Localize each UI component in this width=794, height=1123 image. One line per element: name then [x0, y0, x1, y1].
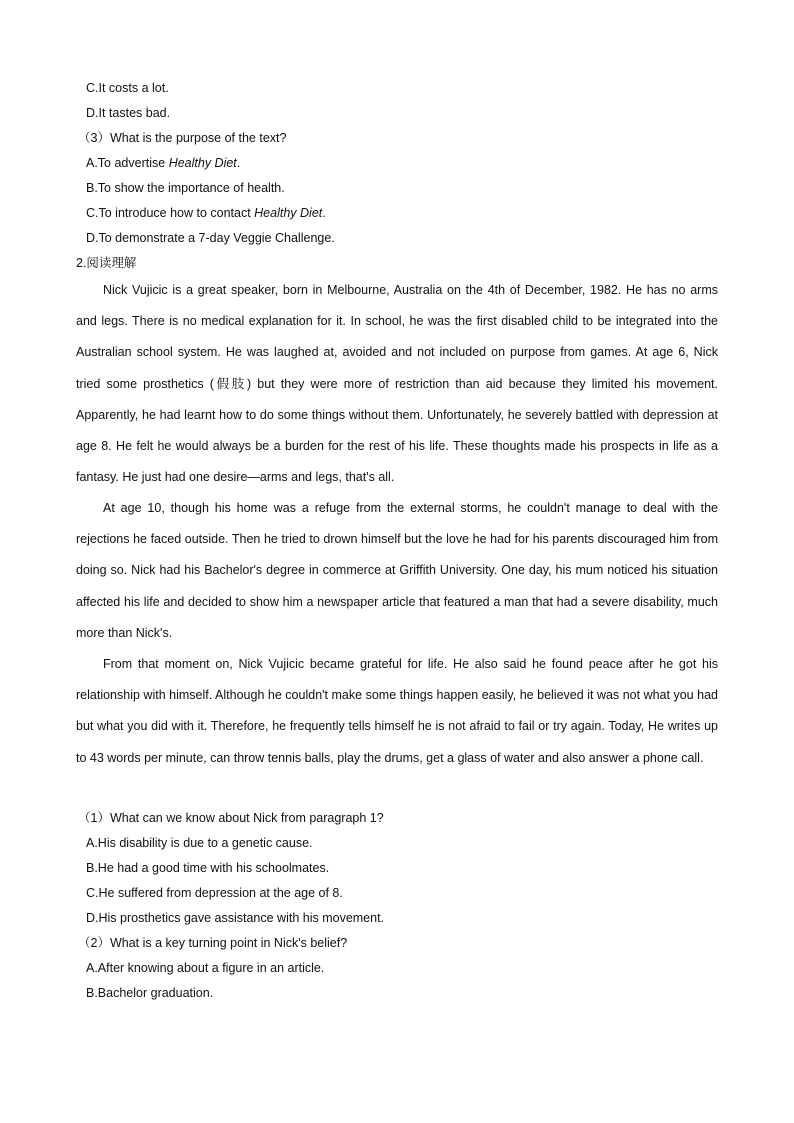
section-title: 2.阅读理解: [76, 256, 137, 270]
q3-option-c: C.To introduce how to contact Healthy Diet.: [86, 206, 326, 220]
q3-option-a: A.To advertise Healthy Diet.: [86, 156, 241, 170]
passage-paragraph-3: From that moment on, Nick Vujicic became grateful for life. He also said he found peace after he got his relationship with himself. Although he couldn't make some things happen easily, he believed it was not what you had but what you did with it. Therefore, he frequently tells himself he is not afraid to fail or try again. Today, He writes up to 43 words per minute, can throw tennis balls, play the drums, get a glass of water and also answer a phone call.: [76, 657, 718, 765]
q3-option-b: B.To show the importance of health.: [86, 181, 285, 195]
option-d: D.It tastes bad.: [86, 106, 171, 120]
q3-option-d: D.To demonstrate a 7-day Veggie Challenge.: [86, 231, 335, 245]
passage-paragraph-2: At age 10, though his home was a refuge from the external storms, he couldn't manage to deal with the rejections he faced outside. Then he tried to drown himself but the love he had for his parents discouraged him from doing so. Nick had his Bachelor's degree in commerce at Griffith University. One day, his mum noticed his situation affected his life and decided to show him a newspaper article that featured a man that had a severe disability, much more than Nick's.: [76, 501, 718, 640]
q1-option-d: D.His prosthetics gave assistance with his movement.: [86, 911, 385, 925]
passage-paragraph-1: Nick Vujicic is a great speaker, born in Melbourne, Australia on the 4th of December, 1982. He has no arms and legs. There is no medical explanation for it. In school, he was the first disabled child to be integrated into the Australian school system. He was laughed at, avoided and not included on purpose from games. At age 6, Nick tried some prosthetics (假肢) but they were more of restriction than aid because they limited his movement. Apparently, he had learnt how to do some things without them. Unfortunately, he severely battled with depression at age 8. He felt he would always be a burden for the rest of his life. These thoughts made his prospects in life as a fantasy. He just had one desire—arms and legs, that's all.: [76, 283, 718, 485]
q1-option-c: C.He suffered from depression at the age of 8.: [86, 886, 343, 900]
q2-option-b: B.Bachelor graduation.: [86, 986, 214, 1000]
option-c: C.It costs a lot.: [86, 81, 169, 95]
question-2-label: （2）What is a key turning point in Nick's belief?: [78, 936, 348, 950]
q1-option-b: B.He had a good time with his schoolmates.: [86, 861, 330, 875]
q2-option-a: A.After knowing about a figure in an article.: [86, 961, 325, 975]
question-3-label: （3）What is the purpose of the text?: [78, 131, 287, 145]
question-1-label: （1）What can we know about Nick from paragraph 1?: [78, 811, 384, 825]
q1-option-a: A.His disability is due to a genetic cause.: [86, 836, 313, 850]
